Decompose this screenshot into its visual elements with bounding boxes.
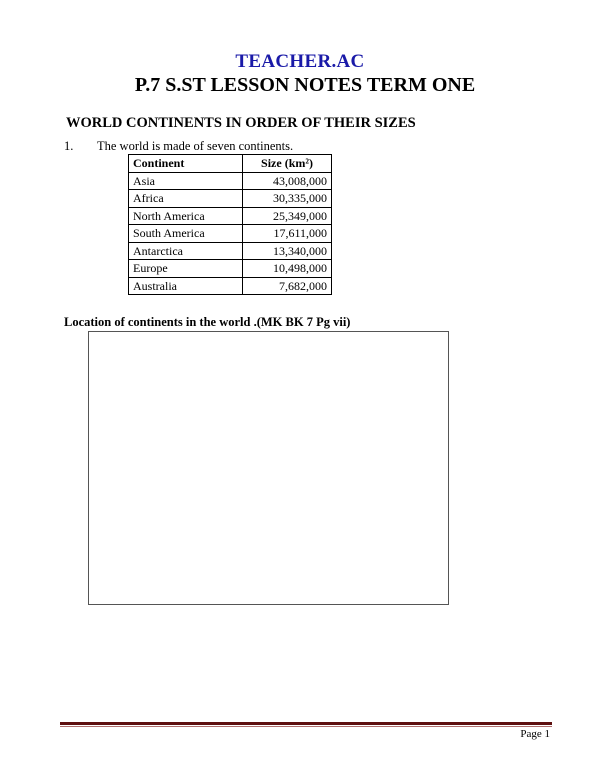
list-item-number: 1. xyxy=(64,139,74,153)
continent-name: North America xyxy=(129,207,243,225)
section-heading: WORLD CONTINENTS IN ORDER OF THEIR SIZES xyxy=(66,115,416,131)
column-header-size: Size (km²) xyxy=(243,155,332,173)
continent-size: 7,682,000 xyxy=(243,277,332,295)
table-row xyxy=(129,172,332,190)
table-row xyxy=(129,190,332,208)
continent-name: Africa xyxy=(129,190,243,208)
continent-name: Europe xyxy=(129,260,243,278)
continents-table xyxy=(128,154,332,295)
map-placeholder-box xyxy=(88,331,449,605)
table-row xyxy=(129,242,332,260)
continent-size: 43,008,000 xyxy=(243,172,332,190)
table-row xyxy=(129,277,332,295)
table-row xyxy=(129,207,332,225)
document-title: P.7 S.ST LESSON NOTES TERM ONE xyxy=(134,74,476,96)
continent-name: Antarctica xyxy=(129,242,243,260)
site-title: TEACHER.AC xyxy=(235,51,365,72)
page-number: Page 1 xyxy=(520,728,550,740)
list-item-text: The world is made of seven continents. xyxy=(97,139,294,153)
footer-divider-thin xyxy=(60,726,552,727)
table-row xyxy=(129,225,332,243)
table-header-row xyxy=(129,155,332,173)
table-row xyxy=(129,260,332,278)
column-header-continent: Continent xyxy=(129,155,243,173)
continent-name: Asia xyxy=(129,172,243,190)
continent-size: 17,611,000 xyxy=(243,225,332,243)
footer-divider xyxy=(60,722,552,725)
continent-size: 25,349,000 xyxy=(243,207,332,225)
figure-caption: Location of continents in the world .(MK BK 7 Pg vii) xyxy=(64,315,351,329)
continent-name: South America xyxy=(129,225,243,243)
continent-size: 30,335,000 xyxy=(243,190,332,208)
continent-name: Australia xyxy=(129,277,243,295)
continent-size: 13,340,000 xyxy=(243,242,332,260)
continent-size: 10,498,000 xyxy=(243,260,332,278)
